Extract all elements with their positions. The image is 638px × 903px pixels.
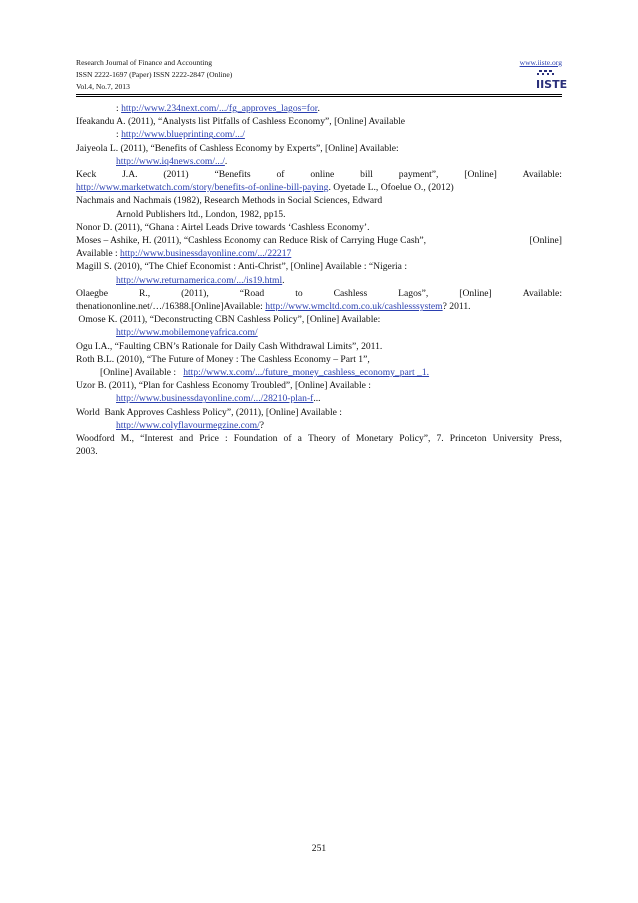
ref-entry: Uzor B. (2011), “Plan for Cashless Economy Troubled”, [Online] Available : xyxy=(76,380,371,392)
ref-line: http://www.marketwatch.com/story/benefits-of-online-bill-paying. Oyetade L., Ofoelue O., (2012) xyxy=(76,182,454,194)
logo-text: IISTE xyxy=(536,78,568,91)
journal-url-link[interactable]: www.iiste.org xyxy=(519,58,562,67)
ref-link[interactable]: http://www.returnamerica.com/.../is19.html xyxy=(116,274,283,286)
ref-line: thenationonline.net/…/16388.[Online]Available: http://www.wmcltd.com.co.uk/cashlesssystem? 2011. xyxy=(76,301,471,313)
journal-title: Research Journal of Finance and Accounting xyxy=(76,58,213,67)
ref-link[interactable]: http://www.colyflavourmegzine.com/ xyxy=(116,419,260,431)
header-rule-2 xyxy=(76,96,562,97)
ref-line: : http://www.234next.com/.../fg_approves_lagos=for. xyxy=(116,103,320,114)
ref-entry: Ogu I.A., “Faulting CBN’s Rationale for Daily Cash Withdrawal Limits”, 2011. xyxy=(76,340,383,352)
ref-entry: Roth B.L. (2010), “The Future of Money : The Cashless Economy – Part 1”, xyxy=(76,353,370,365)
iiste-logo xyxy=(536,70,568,91)
ref-entry-justified: Woodford M., “Interest and Price : Foundation of a Theory of Monetary Policy”, 7. Princeton University Press, xyxy=(76,433,562,445)
ref-entry: Ifeakandu A. (2011), “Analysts list Pitfalls of Cashless Economy”, [Online] Available xyxy=(76,116,406,128)
header-rule xyxy=(76,94,562,95)
ref-line: [Online] Available : http://www.x.com/.../future_money_cashless_economy_part _1. xyxy=(100,367,430,379)
ref-entry: Omose K. (2011), “Deconstructing CBN Cashless Policy”, [Online] Available: xyxy=(76,314,381,326)
ref-line: http://www.iq4news.com/.../. xyxy=(116,155,228,167)
ref-link[interactable]: http://www.wmcltd.com.co.uk/cashlesssystem xyxy=(265,301,443,313)
ref-line xyxy=(76,326,562,339)
ref-line: http://www.colyflavourmegzine.com/? xyxy=(116,419,265,431)
ref-link[interactable]: http://www.businessdayonline.com/.../22217 xyxy=(120,248,292,260)
ref-entry: Nonor D. (2011), “Ghana : Airtel Leads Drive towards ‘Cashless Economy’. xyxy=(76,221,370,233)
ref-line: http://www.businessdayonline.com/.../28210-plan-f... xyxy=(116,393,321,405)
ref-entry-justified: Moses – Ashike, H. (2011), “Cashless Economy can Reduce Risk of Carrying Huge Cash”, [Online] xyxy=(76,235,562,247)
ref-link[interactable]: http://www.mobilemoneyafrica.com/ xyxy=(116,327,258,339)
ref-entry-justified: Olaegbe R., (2011), “Road to Cashless Lagos”, [Online] Available: xyxy=(76,287,562,299)
ref-line: http://www.returnamerica.com/.../is19.html. xyxy=(116,274,285,286)
ref-line: : http://www.blueprinting.com/.../ xyxy=(116,129,245,141)
ref-line: 2003. xyxy=(76,446,98,458)
issn-line: ISSN 2222-1697 (Paper) ISSN 2222-2847 (Online) xyxy=(76,70,233,79)
ref-entry: Jaiyeola L. (2011), “Benefits of Cashless Economy by Experts”, [Online] Available: xyxy=(76,142,399,154)
ref-entry-justified: Keck J.A. (2011) “Benefits of online bill payment”, [Online] Available: xyxy=(76,169,562,181)
ref-entry: World Bank Approves Cashless Policy”, (2011), [Online] Available : xyxy=(76,406,342,418)
ref-link[interactable]: http://www.234next.com/.../fg_approves_lagos=for xyxy=(121,103,318,114)
ref-link[interactable]: http://www.marketwatch.com/story/benefits-of-online-bill-paying xyxy=(76,182,329,194)
ref-link[interactable]: http://www.x.com/.../future_money_cashless_economy_part _1. xyxy=(183,367,430,379)
ref-link[interactable]: http://www.businessdayonline.com/.../28210-plan-f xyxy=(116,393,314,405)
ref-link[interactable]: http://www.iq4news.com/.../ xyxy=(116,155,225,167)
ref-entry: Nachmais and Nachmais (1982), Research Methods in Social Sciences, Edward xyxy=(76,195,383,207)
ref-link[interactable]: http://www.blueprinting.com/.../ xyxy=(121,129,245,141)
volume-line: Vol.4, No.7, 2013 xyxy=(76,82,130,91)
ref-entry: Magill S. (2010), “The Chief Economist : Anti-Christ”, [Online] Available : “Nigeria : xyxy=(76,261,408,273)
references-section xyxy=(76,102,562,458)
ref-line: Available : http://www.businessdayonline.com/.../22217 xyxy=(76,248,292,260)
ref-line: Arnold Publishers ltd., London, 1982, pp15. xyxy=(116,208,286,220)
page-number: 251 xyxy=(311,843,327,854)
